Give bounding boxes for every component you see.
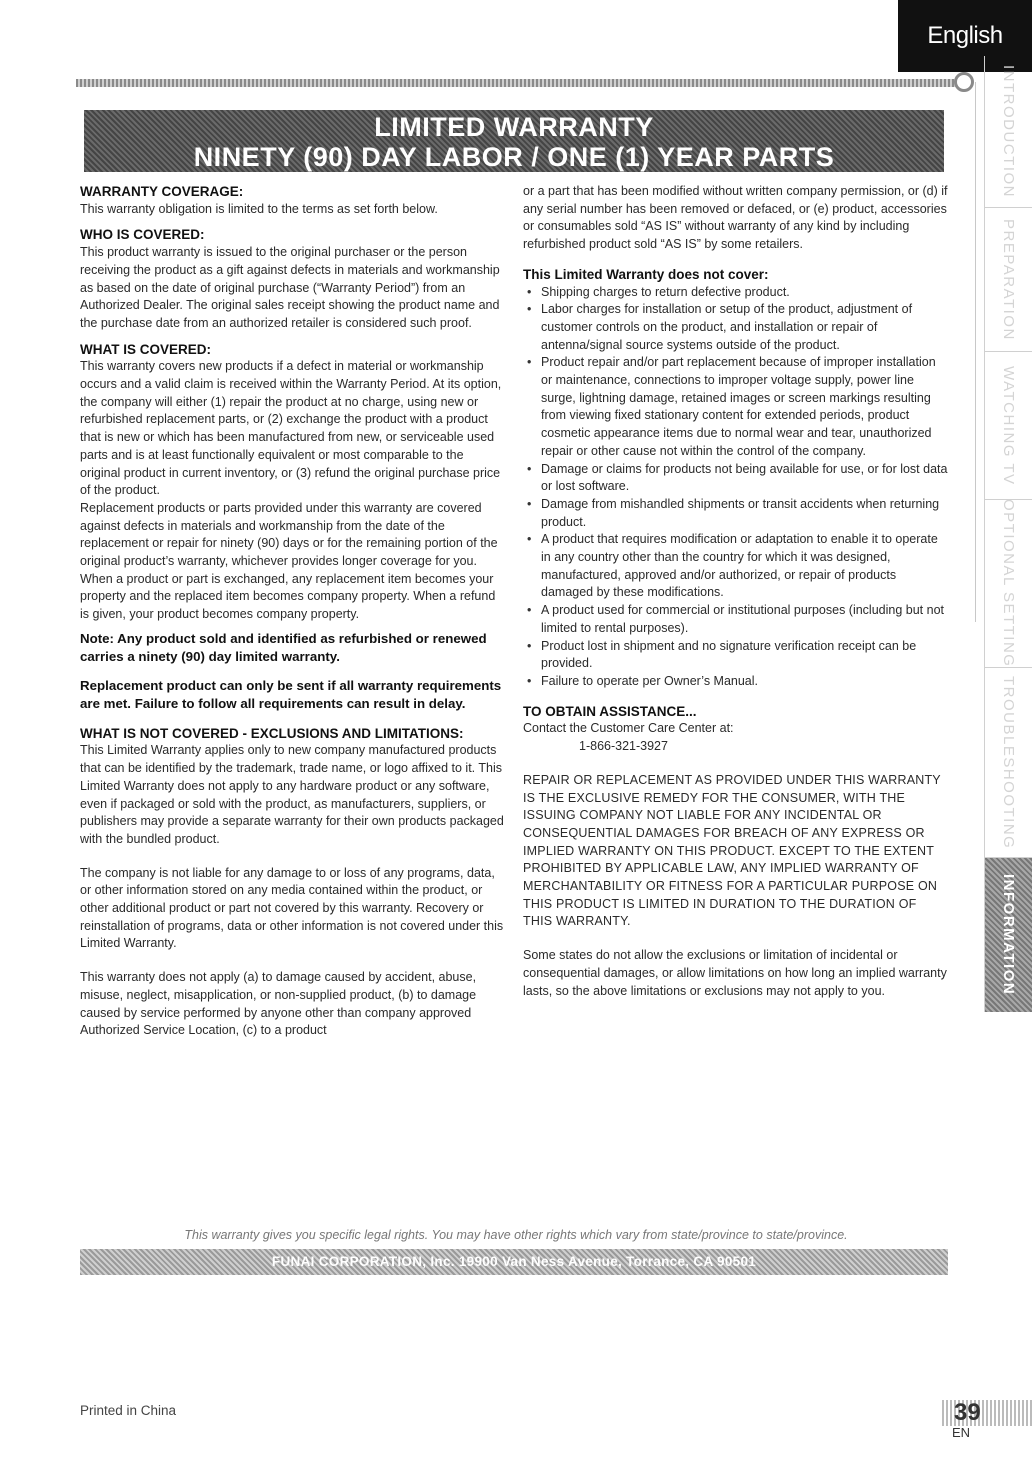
not-apply-text: This warranty does not apply (a) to damage caused by accident, abuse, misuse, neglect, misapplication, or non-supplied product, (b) to damage caused by service performed by anyone other than company approved Authorized Service Location, (c) to a product	[80, 970, 477, 1038]
exclusive-remedy-text: REPAIR OR REPLACEMENT AS PROVIDED UNDER THIS WARRANTY IS THE EXCLUSIVE REMEDY FOR THE CONSUMER, WITH THE ISSUING COMPANY NOT LIABLE FOR ANY INCIDENTAL OR CONSEQUENTIAL DAMAGES FOR BREACH OF ANY EXPRESS OR IMPLIED WARRANTY ON THIS PRODUCT. EXCEPT TO THE EXTENT PROHIBITED BY APPLICABLE LAW, ANY IMPLIED WARRANTY OF MERCHANTABILITY OR FITNESS FOR A PARTICULAR PURPOSE ON THIS PRODUCT IS LIMITED IN DURATION TO THE DURATION OF THIS WARRANTY.	[523, 772, 941, 929]
side-tab-information[interactable]	[984, 858, 1032, 1012]
printed-in-label: Printed in China	[80, 1403, 177, 1418]
list-item: • Product repair and/or part replacement because of improper installation or maintenance, connections to improper voltage supply, power line surge, lightning damage, retained images or screen markings resulting from viewing fixed stationary content for extended periods, product cosmetic appearance items due to normal wear and tear, unauthorized repair or other cause not within the control of the company.	[523, 354, 949, 460]
top-rule	[76, 79, 956, 87]
title-line-1: LIMITED WARRANTY	[374, 112, 654, 142]
what-is-covered-text: This warranty covers new products if a defect in material or workmanship occurs and a valid claim is received within the Warranty Period. At its option, the company will either (1) repair the product at no charge, using new or refurbished replacement parts, or (2) exchange the product with a product that is new or which has been manufactured from new, or serviceable used parts and is at least functionally equivalent or most comparable to the original product in current inventory, or (3) refund the original purchase price of the product.	[80, 359, 502, 498]
legal-rights-note: This warranty gives you specific legal rights. You may have other rights which vary from state/province to state/province.	[184, 1228, 848, 1242]
list-item: • Shipping charges to return defective product.	[523, 284, 949, 302]
state-limitations-text: Some states do not allow the exclusions or limitation of incidental or consequential damages, or allow limitations on how long an implied warranty lasts, so the above limitations or exclusions may not apply to you.	[523, 948, 947, 998]
side-tab-label: INTRODUCTION	[1000, 65, 1017, 198]
replacement-coverage-text: Replacement products or parts provided under this warranty are covered against defects in materials and workmanship from the date of the replacement or repair for ninety (90) days or for the remaining portion of the original product’s warranty, whichever provides longer coverage for you. When a product or part is exchanged, any replacement item becomes your property and the replaced item becomes company property. When a refund is given, your product becomes company property.	[80, 500, 498, 622]
title-line-2: NINETY (90) DAY LABOR / ONE (1) YEAR PARTS	[193, 142, 835, 172]
side-tab-label: TROUBLESHOOTING	[1000, 675, 1017, 850]
page-title-banner	[84, 110, 944, 172]
list-item: • Damage or claims for products not being available for use, or for lost data or lost software.	[523, 461, 949, 496]
replacement-requirements-note: Replacement product can only be sent if all warranty requirements are met. Failure to follow all requirements can result in delay.	[80, 678, 502, 711]
continued-exclusions-text: or a part that has been modified without written company permission, or (d) if any serial number has been removed or defaced, or (e) product, accessories or consumables sold “AS IS” without warranty of any kind by including refurbished product sold “AS IS” by some retailers.	[523, 184, 948, 252]
right-column	[523, 183, 949, 1000]
language-tab: English	[898, 0, 1032, 72]
side-tab-label: WATCHING TV	[1000, 365, 1017, 486]
side-tab-troubleshooting[interactable]	[984, 668, 1032, 858]
list-item: • Damage from mishandled shipments or transit accidents when returning product.	[523, 496, 949, 531]
section-side-tabs	[984, 56, 1032, 996]
refurbished-note: Note: Any product sold and identified as refurbished or renewed carries a ninety (90) day limited warranty.	[80, 630, 487, 664]
not-covered-text: This Limited Warranty applies only to new company manufactured products that can be identified by the trademark, trade name, or logo affixed to it. This Limited Warranty does not apply to any hardware product or any software, even if packaged or sold with the product, as manufacturers, suppliers, or publishers may provide a separate warranty for their own products packaged with the bundled product.	[80, 743, 504, 846]
side-tab-label: INFORMATION	[1000, 874, 1017, 996]
page-language-code: EN	[952, 1425, 971, 1440]
list-item: • Labor charges for installation or setup of the product, adjustment of customer controls on the product, and installation or repair of antenna/signal source systems outside of the product.	[523, 301, 949, 354]
does-not-cover-heading: This Limited Warranty does not cover:	[523, 266, 769, 282]
who-is-covered-heading: WHO IS COVERED:	[80, 227, 205, 243]
rule-circle-ornament	[954, 72, 974, 92]
left-column	[80, 183, 506, 1040]
vertical-rule	[975, 82, 976, 622]
side-tab-label: PREPARATION	[1000, 218, 1017, 341]
warranty-coverage-heading: WARRANTY COVERAGE:	[80, 184, 244, 199]
not-covered-heading: WHAT IS NOT COVERED - EXCLUSIONS AND LIMITATIONS:	[80, 725, 464, 741]
side-tab-label: OPTIONAL SETTING	[1000, 499, 1017, 668]
what-is-covered-heading: WHAT IS COVERED:	[80, 341, 211, 357]
assistance-text: Contact the Customer Care Center at:	[523, 721, 734, 736]
page-number: 39	[942, 1400, 1032, 1426]
not-covered-list	[523, 284, 949, 691]
obtain-assistance-heading: TO OBTAIN ASSISTANCE...	[523, 703, 697, 719]
side-tab-watching-tv[interactable]	[984, 352, 1032, 500]
list-item: • A product that requires modification or adaptation to enable it to operate in any country other than the country for which it was designed, manufactured, approved and/or authorized, or repair of products damaged by these modifications.	[523, 531, 949, 602]
list-item: • Failure to operate per Owner’s Manual.	[523, 673, 949, 691]
company-address-bar: FUNAI CORPORATION, Inc. 19900 Van Ness Avenue, Torrance, CA 90501	[80, 1249, 948, 1275]
side-tab-optional-setting[interactable]	[984, 500, 1032, 668]
customer-care-phone: 1-866-321-3927	[579, 739, 668, 754]
liability-text: The company is not liable for any damage to or loss of any programs, data, or other information stored on any media contained within the product, or other additional product or part not covered by this warranty. Recovery or reinstallation of programs, data or other information is not covered under this Limited Warranty.	[80, 865, 504, 951]
warranty-coverage-text: This warranty obligation is limited to the terms as set forth below.	[80, 201, 438, 216]
side-tab-preparation[interactable]	[984, 208, 1032, 352]
side-tab-introduction[interactable]	[984, 56, 1032, 208]
list-item: • Product lost in shipment and no signature verification receipt can be provided.	[523, 638, 949, 673]
who-is-covered-text: This product warranty is issued to the original purchaser or the person receiving the product as a gift against defects in materials and workmanship as based on the date of original purchase (“Warranty Period”) from an Authorized Dealer. The original sales receipt showing the product name and the purchase date from an authorized retailer is considered such proof.	[80, 245, 500, 330]
list-item: • A product used for commercial or institutional purposes (including but not limited to rental purposes).	[523, 602, 949, 637]
